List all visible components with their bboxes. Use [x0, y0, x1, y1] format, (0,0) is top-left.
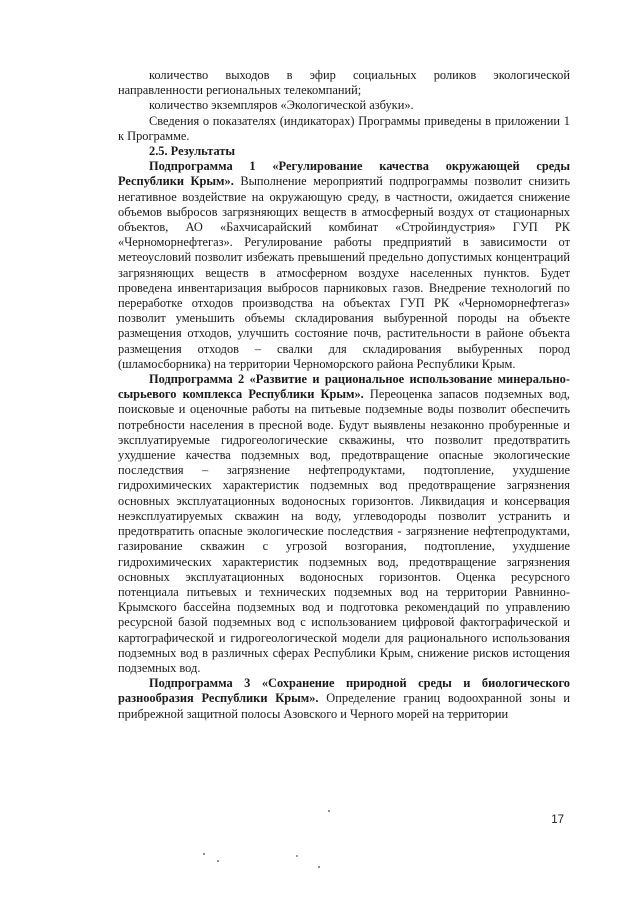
- subprogram-1-title: Подпрограмма 1 «Регулирование качества окружающей среды Республики Крым».: [118, 159, 570, 189]
- document-body: [118, 68, 570, 722]
- subprogram-3-title: Подпрограмма 3 «Сохранение природной среды и биологического разнообразия Республики Крым».: [118, 676, 570, 706]
- scan-speck: [203, 853, 205, 855]
- page-number: 17: [551, 814, 564, 826]
- scan-speck: [217, 860, 219, 862]
- subprogram-3: [118, 676, 570, 722]
- scan-speck: [328, 810, 330, 812]
- section-heading: 2.5. Результаты: [149, 144, 236, 159]
- scan-speck: [318, 866, 320, 868]
- scan-speck: [296, 855, 298, 857]
- subprogram-1-text: Выполнение мероприятий подпрограммы позволит снизить негативное воздействие на окружающую среду, в частности, ожидается снижение объемов выбросов загрязняющих веществ в атмосферный воздух от стационарных объектов, АО «Бахчисарайский комбинат «Стройиндустрия» ГУП РК «Черноморнефтегаз». Регулирование работы предприятий в зависимости от метеоусловий позволит избежать превышений предельно допустимых концентраций загрязняющих веществ в атмосферном воздухе населенных пунктов. Будет проведена инвентаризация выбросов парниковых газов. Внедрение технологий по переработке отходов производства на объектах ГУП РК «Черноморнефтегаз» позволит уменьшить объемы складирования выбуренной породы на объекте размещения отходов, улучшить состояние почв, растительности в районе объекта размещения отходов – свалки для складирования выбуренных пород (шламосборника) на территории Черноморского района Республики Крым.: [118, 174, 570, 371]
- paragraph-broadcasts: количество выходов в эфир социальных роликов экологической направленности региональных телекомпаний;: [118, 68, 570, 98]
- subprogram-1: [118, 159, 570, 372]
- paragraph-azbuka: количество экземпляров «Экологической азбуки».: [149, 98, 414, 113]
- subprogram-3-text: Определение границ водоохранной зоны и прибрежной защитной полосы Азовского и Черного морей на территории: [118, 691, 570, 721]
- paragraph-indicators: Сведения о показателях (индикаторах) Программы приведены в приложении 1 к Программе.: [118, 113, 570, 143]
- subprogram-2-title: Подпрограмма 2 «Развитие и рациональное использование минерально-сырьевого комплекса Республики Крым».: [118, 372, 570, 402]
- subprogram-2-text: Переоценка запасов подземных вод, поисковые и оценочные работы на питьевые подземные воды позволит обеспечить потребности населения в пресной воде. Будут выявлены незаконно пробуренные и эксплуатируемые гидрогеологические скважины, что позволит предотвратить ухудшение качества подземных вод, предотвращение опасные экологические последствия – загрязнение нефтепродуктами, подтопление, ухудшение гидрохимических характеристик подземных вод предотвращение загрязнения основных эксплуатационных водоносных горизонтов. Ликвидация и консервация неэксплуатируемых скважин на воду, углеводороды позволит устранить и предотвратить опасные экологические последствия - загрязнение нефтепродуктами, газирование скважин с угрозой возгорания, подтопление, ухудшение гидрохимических характеристик подземных вод, предотвращение загрязнения основных эксплуатационных водоносных горизонтов. Оценка ресурсного потенциала питьевых и технических подземных вод на территории Равнинно-Крымского бассейна подземных вод и подготовка рекомендаций по управлению ресурсной базой подземных вод с использованием цифровой фактографической и картографической и гидрогеологической модели для рационального использования подземных вод в различных сферах Республики Крым, снижение рисков истощения подземных вод.: [118, 387, 570, 675]
- subprogram-2: [118, 372, 570, 676]
